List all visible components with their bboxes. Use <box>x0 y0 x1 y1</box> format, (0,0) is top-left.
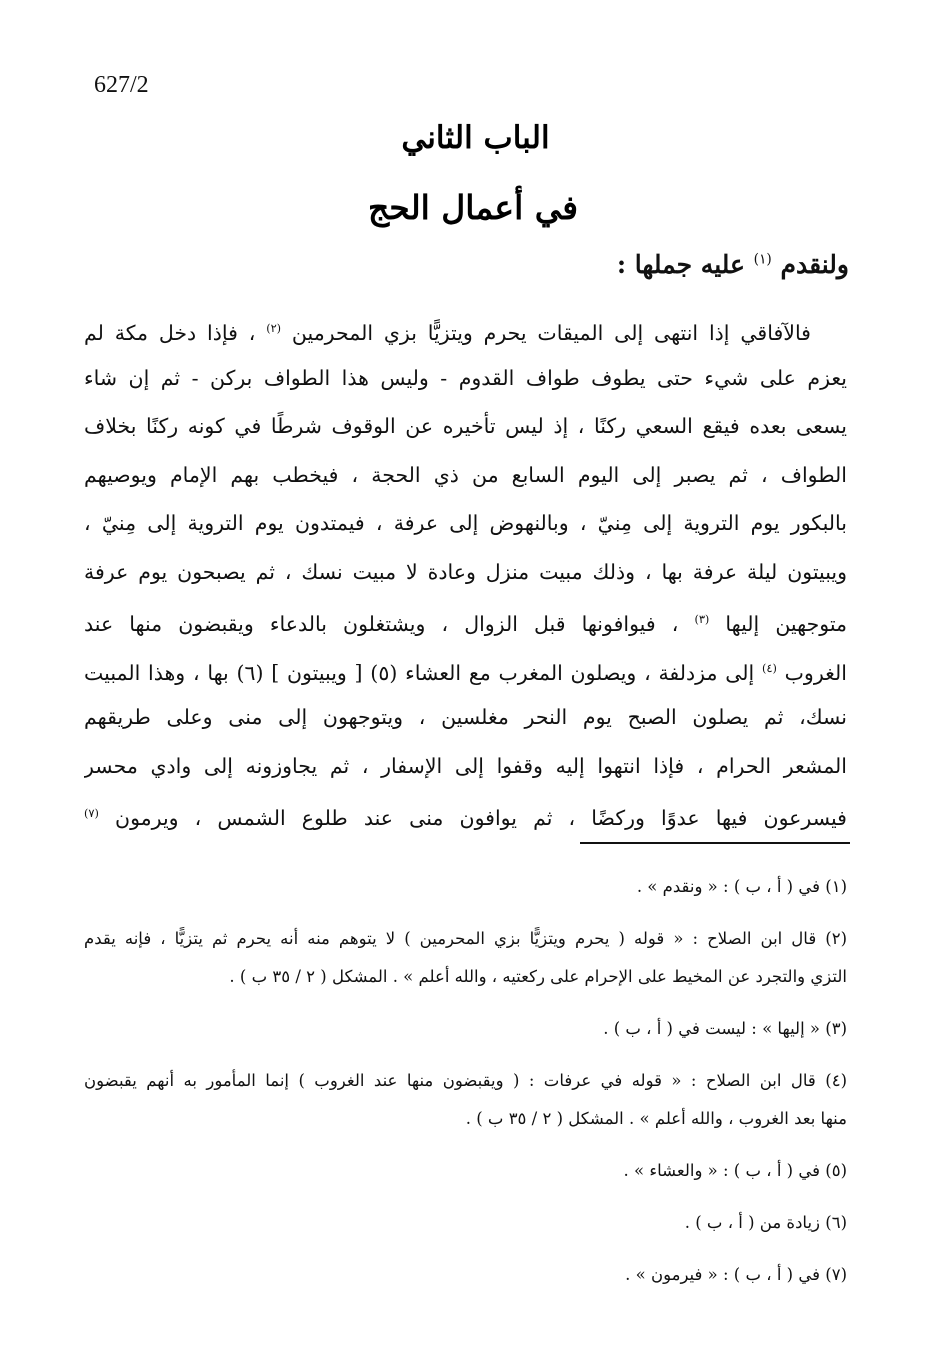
footnote-ref[interactable]: (٧) <box>84 807 99 820</box>
footnote-line: (٤) قال ابن الصلاح : « قوله في عرفات : ( ويقبضون منها عند الغروب ) إنما المأمور به أنهم يقبضون <box>84 1071 847 1090</box>
footnote-line: (١) في ( أ ، ب ) : « ونقدم » . <box>636 877 847 896</box>
footnote-ref[interactable]: (٣) <box>694 613 710 626</box>
body-line-text: بالبكور يوم التروية إلى مِنيّ ، وبالنهوض إلى عرفة ، فيمتدون يوم التروية إلى مِنيّ ، <box>84 511 847 535</box>
footnotes <box>84 868 847 1294</box>
body-text <box>84 305 847 839</box>
body-line <box>84 451 847 500</box>
body-line-text: متوجهين إليها <box>725 611 847 636</box>
footnote-line: التزي والتجرد عن المخيط على الإحرام على ركعتيه ، والله أعلم » . المشكل ( ٢ / ٣٥ ب ) . <box>229 967 847 986</box>
footnote-ref[interactable]: (٢) <box>266 322 282 335</box>
page-number: 627/2 <box>94 72 149 98</box>
footnote-line: (٢) قال ابن الصلاح : « قوله ( يحرم ويتزيًّا بزي المحرمين ) لا يتوهم منه أنه يحرم ثم يتزيًّا ، فإنه يقدم <box>84 929 847 948</box>
body-line <box>84 742 847 791</box>
body-line-text: نسك، ثم يصلون الصبح يوم النحر مغلسين ، ويتوجهون إلى منى وعلى طريقهم <box>84 705 847 729</box>
body-line <box>84 305 847 354</box>
body-line-text: يعزم على شيء حتى يطوف طواف القدوم - وليس هذا الطواف بركن - ثم إن شاء <box>84 365 847 390</box>
footnote-ref[interactable]: (٤) <box>762 661 777 675</box>
chapter-subject: في أعمال الحج <box>367 188 579 227</box>
body-line-text: يسعى بعده فيقع السعي ركنًا ، إذ ليس تأخيره عن الوقوف شرطًا في كونه ركنًا بخلاف <box>84 414 847 438</box>
body-line-tail: ، فيوافونها قبل الزوال ، ويشتغلون بالدعاء ويقبضون منها عند <box>84 611 679 636</box>
footnote-line: (٧) في ( أ ، ب ) : « فيرمون » . <box>625 1265 847 1284</box>
body-line <box>84 790 847 839</box>
body-line-text: ويبيتون ليلة عرفة بها ، وذلك مبيت منزل وعادة لا مبيت نسك ، ثم يصبحون يوم عرفة <box>84 559 847 584</box>
body-line-text: الغروب <box>784 660 847 685</box>
body-line-text: فالآفاقي إذا انتهى إلى الميقات يحرم ويتزيًّا بزي المحرمين <box>291 320 811 345</box>
body-line <box>84 596 847 645</box>
footnote-ref[interactable]: (١) <box>753 251 772 268</box>
body-line <box>84 693 847 742</box>
body-line-text: الطواف ، ثم يصبر إلى اليوم السابع من ذي الحجة ، فيخطب بهم الإمام ويوصيهم <box>84 462 847 487</box>
footnote-line: (٥) في ( أ ، ب ) : « والعشاء » . <box>623 1161 847 1180</box>
body-line-text: المشعر الحرام ، فإذا انتهوا إليه وقفوا إلى الإسفار ، ثم يجاوزونه إلى وادي محسر <box>84 753 847 778</box>
footnote-line: منها بعد الغروب ، والله أعلم » . المشكل ( ٢ / ٣٥ ب ) . <box>465 1109 847 1128</box>
body-line <box>84 354 847 403</box>
body-line-tail: ، فإذا دخل مكة لم <box>84 320 256 345</box>
body-line-tail: إلى مزدلفة ، ويصلون المغرب مع العشاء (٥) [ ويبيتون ] (٦) بها ، وهذا المبيت <box>84 660 755 685</box>
body-line-text: فيسرعون فيها عدوًا وركضًا ، ثم يوافون منى عند طلوع الشمس ، ويرمون <box>115 805 847 830</box>
footnote-separator <box>580 842 850 844</box>
footnote-line: (٣) « إليها » : ليست في ( أ ، ب ) . <box>603 1019 847 1038</box>
footnote-line: (٦) زيادة من ( أ ، ب ) . <box>684 1213 847 1232</box>
lead-sentence <box>617 250 849 279</box>
body-line <box>84 402 847 451</box>
body-line <box>84 499 847 548</box>
chapter-title: الباب الثاني <box>401 120 550 156</box>
body-line <box>84 548 847 597</box>
lead-after: عليه جملها : <box>616 250 745 279</box>
body-line <box>84 645 847 694</box>
lead-before: ولنقدم <box>780 250 849 279</box>
